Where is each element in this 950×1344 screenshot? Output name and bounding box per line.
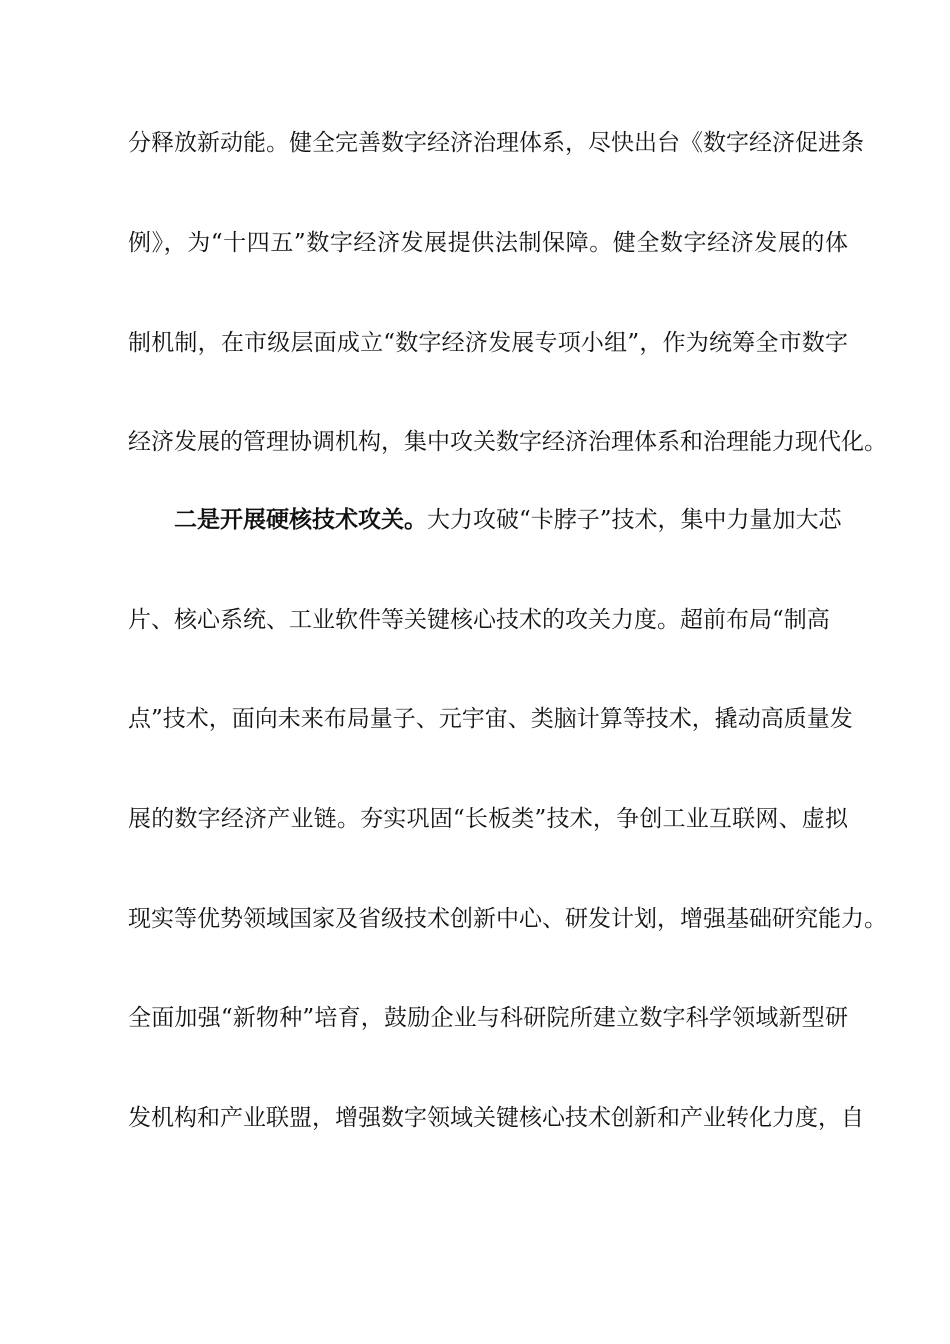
paragraph2-line-7: 发机构和产业联盟，增强数字领域关键核心技术创新和产业转化力度，自	[128, 1105, 864, 1131]
paragraph1-line-3: 制机制，在市级层面成立“数字经济发展专项小组”，作为统筹全市数字	[128, 330, 848, 356]
paragraph2-heading: 二是开展硬核技术攻关。	[174, 506, 427, 533]
paragraph2-line-4: 展的数字经济产业链。夯实巩固“长板类”技术，争创工业互联网、虚拟	[128, 806, 848, 832]
paragraph2-line-5: 现实等优势领域国家及省级技术创新中心、研发计划，增强基础研究能力。	[128, 906, 887, 932]
paragraph1-line-2: 例》，为“十四五”数字经济发展提供法制保障。健全数字经济发展的体	[128, 230, 848, 256]
paragraph2-line-2: 片、核心系统、工业软件等关键核心技术的攻关力度。超前布局“制高	[128, 607, 830, 633]
paragraph2-line-3: 点”技术，面向未来布局量子、元宇宙、类脑计算等技术，撬动高质量发	[128, 706, 853, 732]
paragraph2-first-line	[174, 505, 848, 535]
paragraph1-line-4: 经济发展的管理协调机构，集中攻关数字经济治理体系和治理能力现代化。	[128, 429, 887, 455]
paragraph1-line-1: 分释放新动能。健全完善数字经济治理体系，尽快出台《数字经济促进条	[128, 130, 864, 156]
paragraph2-first-line-text: 大力攻破“卡脖子”技术，集中力量加大芯	[427, 507, 842, 533]
paragraph2-line-6: 全面加强“新物种”培育，鼓励企业与科研院所建立数字科学领域新型研	[128, 1005, 848, 1031]
